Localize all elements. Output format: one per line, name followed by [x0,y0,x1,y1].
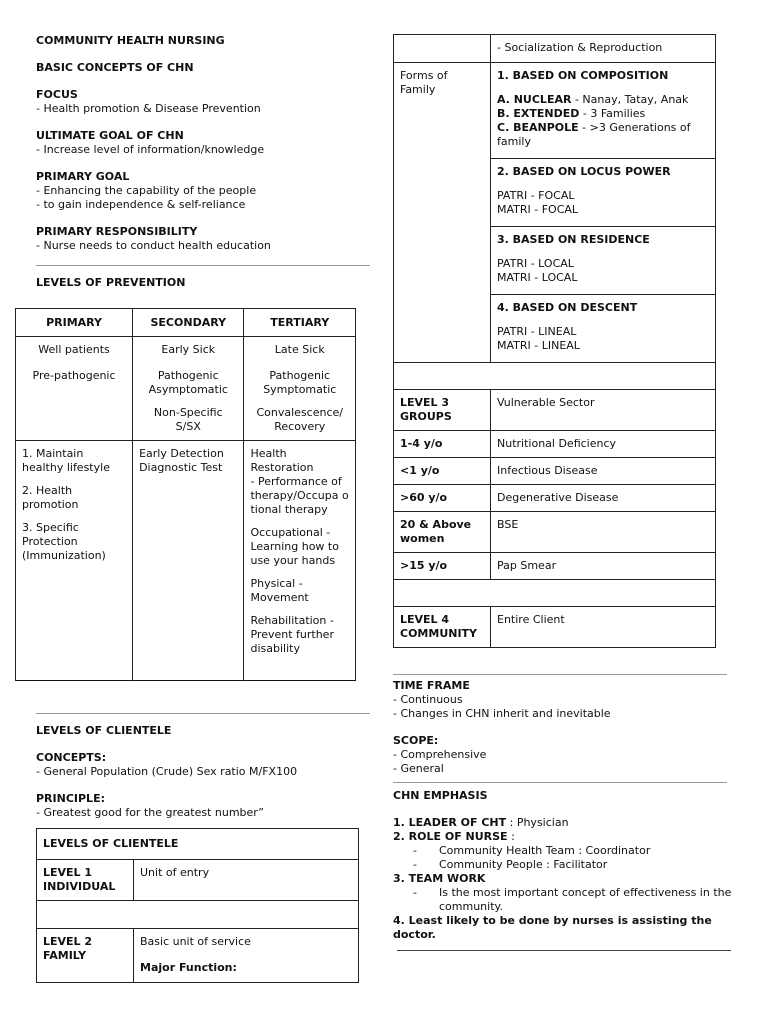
group-age-key: >60 y/o [394,485,491,512]
header-tertiary: TERTIARY [244,309,356,337]
family-table [393,34,716,648]
time-frame-item: - Changes in CHN inherit and inevitable [393,707,611,720]
role-item: - Community People : Facilitator [413,858,608,871]
time-frame-item: - Continuous [393,693,463,706]
left-column [36,34,372,290]
level4-value: Entire Client [491,607,716,648]
role-item: - Community Health Team : Coordinator [413,844,651,857]
level3-key: LEVEL 3 GROUPS [394,390,491,431]
team-work-heading: 3. TEAM WORK [393,872,486,885]
cell-late-sick: Late Sick [244,337,356,364]
least-likely-note: 4. Least likely to be done by nurses is assisting the doctor. [393,914,712,941]
group-age-key: 1-4 y/o [394,431,491,458]
scope-heading: SCOPE: [393,734,439,747]
header-primary: PRIMARY [16,309,133,337]
clientele-table [36,828,359,983]
ultimate-goal-item: - Increase level of information/knowledge [36,143,265,156]
forms-of-family-key: Forms of Family [394,63,491,363]
level1-key: LEVEL 1 INDIVIDUAL [37,860,134,901]
focus-heading: FOCUS [36,88,78,101]
ultimate-goal-heading: ULTIMATE GOAL OF CHN [36,129,184,142]
cell-primary-measures: 1. Maintain healthy lifestyle 2. Health promotion 3. Specific Protection (Immunization) [16,441,133,681]
cell-secondary-stage: Pathogenic Asymptomatic Non-Specific S/SX [133,363,244,441]
group-risk-value: Infectious Disease [491,458,716,485]
levels-of-prevention-heading: LEVELS OF PREVENTION [36,276,186,289]
principle-text: - Greatest good for the greatest number” [36,806,264,819]
primary-goal-item: - to gain independence & self-reliance [36,198,246,211]
concepts-heading: CONCEPTS: [36,751,107,764]
blank-row [394,580,716,607]
group-risk-value: Nutritional Deficiency [491,431,716,458]
chn-emphasis-heading: CHN EMPHASIS [393,789,488,802]
team-work-item: - Is the most important concept of effectiveness in the community. [413,886,732,913]
group-risk-value: Degenerative Disease [491,485,716,512]
scope-item: - General [393,762,444,775]
cell-early-sick: Early Sick [133,337,244,364]
section-basic-concepts: BASIC CONCEPTS OF CHN [36,61,194,74]
residence-cell: 3. BASED ON RESIDENCE PATRI - LOCAL MATRI - LOCAL [491,227,716,295]
clientele-heading: LEVELS OF CLIENTELE [36,724,172,737]
leader-of-cht: 1. LEADER OF CHT : Physician [393,816,569,829]
group-age-key: >15 y/o [394,553,491,580]
role-of-nurse: 2. ROLE OF NURSE : [393,830,515,843]
socialization-cell: - Socialization & Reproduction [491,35,716,63]
primary-responsibility-item: - Nurse needs to conduct health education [36,239,271,252]
descent-cell: 4. BASED ON DESCENT PATRI - LINEAL MATRI - LINEAL [491,295,716,363]
blank-cell [394,35,491,63]
cell-tertiary-stage: Pathogenic Symptomatic Convalescence/ Recovery [244,363,356,441]
level1-value: Unit of entry [134,860,359,901]
blank-row [394,363,716,390]
clientele-section [36,713,372,820]
locus-power-cell: 2. BASED ON LOCUS POWER PATRI - FOCAL MATRI - FOCAL [491,159,716,227]
blank-row [37,901,359,929]
level2-key: LEVEL 2 FAMILY [37,929,134,983]
principle-heading: PRINCIPLE: [36,792,105,805]
group-age-key: 20 & Above women [394,512,491,553]
divider [397,950,731,951]
scope-item: - Comprehensive [393,748,487,761]
divider [393,674,727,675]
composition-cell: 1. BASED ON COMPOSITION A. NUCLEAR - Nanay, Tatay, Anak B. EXTENDED - 3 Families C. BEANPOLE - >3 Generations of family [491,63,716,159]
primary-goal-item: - Enhancing the capability of the people [36,184,257,197]
cell-pre-pathogenic: Pre-pathogenic [16,363,133,441]
primary-responsibility-heading: PRIMARY RESPONSIBILITY [36,225,198,238]
header-secondary: SECONDARY [133,309,244,337]
group-risk-value: Pap Smear [491,553,716,580]
level2-value: Basic unit of service Major Function: [134,929,359,983]
divider [393,782,727,783]
focus-item: - Health promotion & Disease Prevention [36,102,261,115]
group-age-key: <1 y/o [394,458,491,485]
divider [36,713,370,714]
document-title: COMMUNITY HEALTH NURSING [36,34,225,47]
divider [36,265,370,266]
cell-secondary-measures: Early Detection Diagnostic Test [133,441,244,681]
primary-goal-heading: PRIMARY GOAL [36,170,130,183]
concepts-text: - General Population (Crude) Sex ratio M/FX100 [36,765,298,778]
level3-value: Vulnerable Sector [491,390,716,431]
level4-key: LEVEL 4 COMMUNITY [394,607,491,648]
time-frame-heading: TIME FRAME [393,679,470,692]
cell-tertiary-measures: Health Restoration - Performance of therapy/Occupa otional therapy Occupational - Learning how to use your hands Physical - Movement Rehabilitation - Prevent further disability [244,441,356,681]
prevention-table [15,308,356,681]
clientele-table-header: LEVELS OF CLIENTELE [37,829,359,860]
cell-well-patients: Well patients [16,337,133,364]
group-risk-value: BSE [491,512,716,553]
right-bottom-section [393,674,733,951]
